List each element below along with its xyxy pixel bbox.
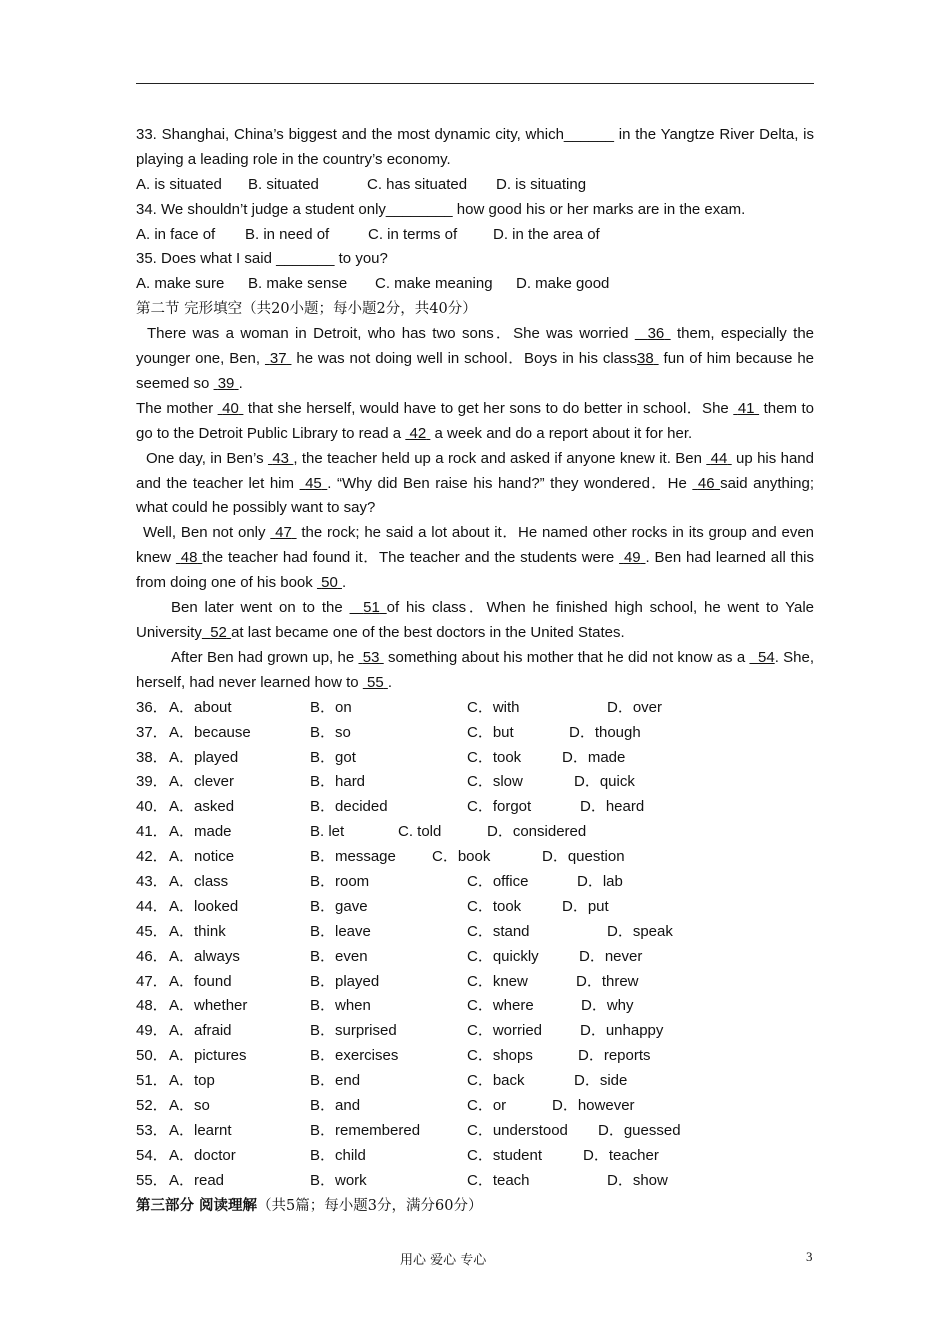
cloze-option-row: 42． A．notice B．message C．book D．question bbox=[136, 848, 625, 866]
passage-paragraph-2: The mother 40 that she herself, would have to get her sons to do better in school．She 41 them to go to the Detroit Public Library to read a 42 a week and do a report about it for her. bbox=[136, 399, 815, 442]
blank-46: 46 bbox=[697, 474, 715, 492]
blank-52: 52 bbox=[210, 624, 227, 641]
cloze-option-row: 45． A．think B．leave C．stand D．speak bbox=[136, 922, 673, 940]
option-b: B. in need of bbox=[245, 225, 330, 243]
question-35-stem: 35. Does what I said _______ to you? bbox=[136, 250, 388, 268]
option-c: C. has situated bbox=[367, 175, 468, 193]
passage-paragraph-3: One day, in Ben’s 43 , the teacher held up a rock and asked if anyone knew it. Ben 44 up his hand and the teacher let him 45 . “Why did Ben raise his hand?” they wondered．He 46 said anything; what could he possibly want to say? bbox=[136, 449, 815, 517]
option-a: A. in face of bbox=[136, 225, 216, 243]
option-d: D. make good bbox=[516, 275, 610, 293]
cloze-options-list bbox=[136, 696, 814, 1194]
option-d: D. is situating bbox=[496, 175, 587, 193]
passage-paragraph-1: There was a woman in Detroit, who has two sons．She was worried 36 them, especially the younger one, Ben, 37 he was not doing well in school．Boys in his class38 fun of him because he seemed so 39 . bbox=[136, 325, 815, 392]
passage-paragraph-4: Well, Ben not only 47 the rock; he said a lot about it．He named other rocks in its group and even knew 48 the teacher had found it．The teacher and the students were 49 . Ben had learned all this from doing one of his book 50 . bbox=[136, 524, 815, 592]
question-34-stem: 34. We shouldn’t judge a student only________ how good his or her marks are in the exam. bbox=[136, 200, 746, 218]
section-2-heading: 第二节 完形填空（共20小题；每小题2分，共40分） bbox=[136, 301, 477, 318]
question-33-options bbox=[136, 173, 814, 198]
cloze-option-row: 37． A．because B．so C．but D．though bbox=[136, 723, 641, 741]
blank-37: 37 bbox=[269, 350, 287, 368]
blank-54: 54 bbox=[758, 648, 775, 666]
option-c: C. in terms of bbox=[368, 225, 458, 243]
question-35-options bbox=[136, 272, 814, 297]
blank-42: 42 bbox=[409, 424, 427, 442]
section-3-heading: 第三部分 阅读理解（共5篇；每小题3分，满分60分） bbox=[136, 1196, 483, 1214]
cloze-option-row: 39． A．clever B．hard C．slow D．quick bbox=[136, 773, 635, 791]
blank-51: 51 bbox=[363, 599, 380, 617]
page-body bbox=[136, 123, 814, 1218]
blank-43: 43 bbox=[272, 449, 289, 467]
question-34-options bbox=[136, 223, 814, 248]
blank-36: 36 bbox=[647, 325, 665, 343]
header-rule bbox=[136, 83, 814, 84]
blank-45: 45 bbox=[305, 474, 322, 492]
blank-53: 53 bbox=[362, 648, 380, 666]
cloze-option-row: 52． A．so B．and C．or D．however bbox=[136, 1096, 635, 1114]
blank-48: 48 bbox=[180, 549, 198, 567]
blank-40: 40 bbox=[222, 399, 239, 417]
blank-38: 38 bbox=[637, 350, 654, 368]
question-33-stem-line2: playing a leading role in the country’s economy. bbox=[136, 150, 451, 168]
option-b: B. make sense bbox=[248, 275, 348, 293]
cloze-option-row: 55． A．read B．work C．teach D．show bbox=[136, 1171, 668, 1189]
blank-44: 44 bbox=[710, 449, 728, 467]
cloze-option-row: 36． A．about B．on C．with D．over bbox=[136, 698, 663, 716]
cloze-option-row: 43． A．class B．room C．office D．lab bbox=[136, 872, 623, 890]
cloze-option-row: 38． A．played B．got C．took D．made bbox=[136, 748, 626, 766]
option-a: A. make sure bbox=[136, 275, 225, 293]
blank-47: 47 bbox=[275, 524, 292, 542]
option-d: D. in the area of bbox=[493, 225, 600, 243]
cloze-option-row: 50． A．pictures B．exercises C．shops D．reports bbox=[136, 1047, 651, 1065]
cloze-option-row: 40． A．asked B．decided C．forgot D．heard bbox=[136, 798, 645, 816]
option-a: A. is situated bbox=[136, 175, 222, 193]
blank-41: 41 bbox=[737, 399, 755, 417]
cloze-option-row: 41． A．made B. let C. told D．considered bbox=[136, 823, 587, 841]
cloze-option-row: 49． A．afraid B．surprised C．worried D．unhappy bbox=[136, 1022, 664, 1040]
blank-50: 50 bbox=[321, 574, 338, 592]
footer-motto: 用心 爱心 专心 bbox=[400, 1253, 487, 1268]
cloze-option-row: 47． A．found B．played C．knew D．threw bbox=[136, 972, 639, 990]
blank-55: 55 bbox=[366, 673, 384, 691]
option-b: B. situated bbox=[248, 175, 319, 193]
blank-49: 49 bbox=[623, 549, 641, 567]
cloze-option-row: 46． A．always B．even C．quickly D．never bbox=[136, 947, 643, 965]
passage-paragraph-5: Ben later went on to the 51 of his class．When he finished high school, he went to Yale University 52 at last became one of the best doctors in the United States. bbox=[136, 599, 814, 641]
blank-39: 39 bbox=[217, 374, 235, 392]
passage-paragraph-6: After Ben had grown up, he 53 something about his mother that he did not know as a 54. She, herself, had never learned how to 55 . bbox=[136, 648, 814, 691]
cloze-option-row: 44． A．looked B．gave C．took D．put bbox=[136, 897, 609, 915]
question-33-stem-line1: 33. Shanghai, China’s biggest and the most dynamic city, which______ in the Yangtze River Delta, is bbox=[136, 126, 814, 143]
cloze-option-row: 54． A．doctor B．child C．student D．teacher bbox=[136, 1146, 659, 1164]
cloze-option-row: 48． A．whether B．when C．where D．why bbox=[136, 997, 634, 1015]
option-c: C. make meaning bbox=[375, 275, 493, 293]
cloze-option-row: 53． A．learnt B．remembered C．understood D．guessed bbox=[136, 1121, 681, 1139]
cloze-option-row: 51． A．top B．end C．back D．side bbox=[136, 1072, 628, 1090]
page-number: 3 bbox=[806, 1249, 813, 1264]
